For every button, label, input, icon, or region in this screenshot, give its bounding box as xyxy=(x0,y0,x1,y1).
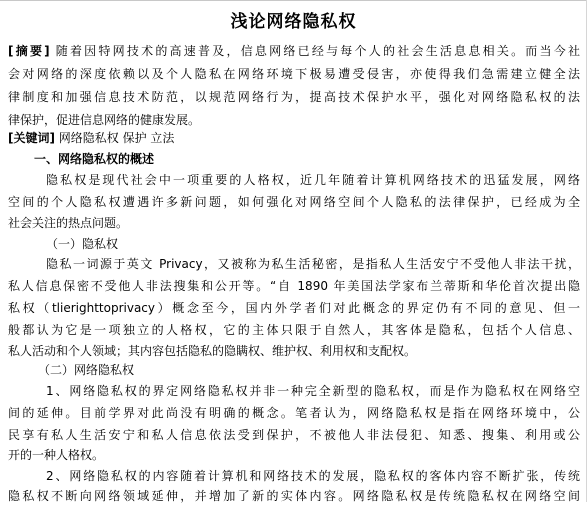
abstract-line: 会对网络的深度依赖以及个人隐私在网络环境下极易遭受侵害，亦使得我们急需建立健全法 xyxy=(8,67,580,81)
keywords-tag: [关键词] xyxy=(8,131,55,145)
paragraph-line: 隐私权是现代社会中一项重要的人格权，近几年随着计算机网络技术的迅猛发展，网络 xyxy=(46,173,580,187)
abstract-line: 律保护，促进信息网络的健康发展。 xyxy=(8,113,201,127)
document-title: 浅论网络隐私权 xyxy=(230,12,357,32)
paragraph-line: 般都认为它是一项独立的人格权，它的主体只限于自然人，其客体是隐私，包括个人信息、 xyxy=(8,323,580,337)
paragraph-line: 私权（tlierighttoprivacy）概念至今，国内外学者们对此概念的界定仍有不同的意见、但一 xyxy=(8,301,580,315)
paragraph-line: 私人信息保密不受他人非法搜集和公开等。“自 1890 年美国法学家布兰蒂斯和华伦首次提出隐 xyxy=(8,279,580,293)
paragraph-line: 空间的个人隐私权遭遇许多新问题，如何强化对网络空间个人隐私的法律保护，已经成为全 xyxy=(8,195,580,209)
abstract-text: 随着因特网技术的高速普及，信息网络已经与每个人的社会生活息息相关。而当今社 xyxy=(49,44,580,58)
subsection-heading: （一）隐私权 xyxy=(46,237,119,251)
paragraph-line: 隐私权不断向网络领域延伸，并增加了新的实体内容。网络隐私权是传统隐私权在网络空间 xyxy=(8,489,580,503)
paragraph-line: 民享有私人生活安宁和私人信息依法受到保护，不被他人非法侵犯、知悉、搜集、利用或公 xyxy=(8,428,580,442)
section-heading: 一、网络隐私权的概述 xyxy=(34,152,155,166)
abstract-line xyxy=(8,41,580,61)
paragraph-line: 私人活动和个人领域；其内容包括隐私的隐瞒权、维护权、利用权和支配权。 xyxy=(8,344,417,358)
keywords-line xyxy=(8,128,580,148)
keywords-text: 网络隐私权 保护 立法 xyxy=(54,131,175,145)
abstract-tag: [摘要] xyxy=(8,44,50,58)
page-top-edge xyxy=(0,0,587,1)
paragraph-line: 2、网络隐私权的内容随着计算机和网络技术的发展，隐私权的客体内容不断扩张，传统 xyxy=(46,469,580,483)
abstract-line: 律制度和加强信息技术防范，以规范网络行为，提高技术保护水平，强化对网络隐私权的法 xyxy=(8,90,580,104)
paragraph-line: 间的延伸。目前学界对此尚没有明确的概念。笔者认为，网络隐私权是指在网络环境中，公 xyxy=(8,406,580,420)
paragraph-line: 1、网络隐私权的界定网络隐私权并非一种完全新型的隐私权，而是作为隐私权在网络空 xyxy=(46,384,580,398)
paragraph-line: 开的一种人格权。 xyxy=(8,448,105,462)
paragraph-line: 社会关注的热点问题。 xyxy=(8,216,129,230)
paragraph-line: 隐私一词源于英文 Privacy，又被称为私生活秘密，是指私人生活安宁不受他人非法干扰， xyxy=(46,257,580,271)
subsection-heading: （二）网络隐私权 xyxy=(38,363,135,377)
